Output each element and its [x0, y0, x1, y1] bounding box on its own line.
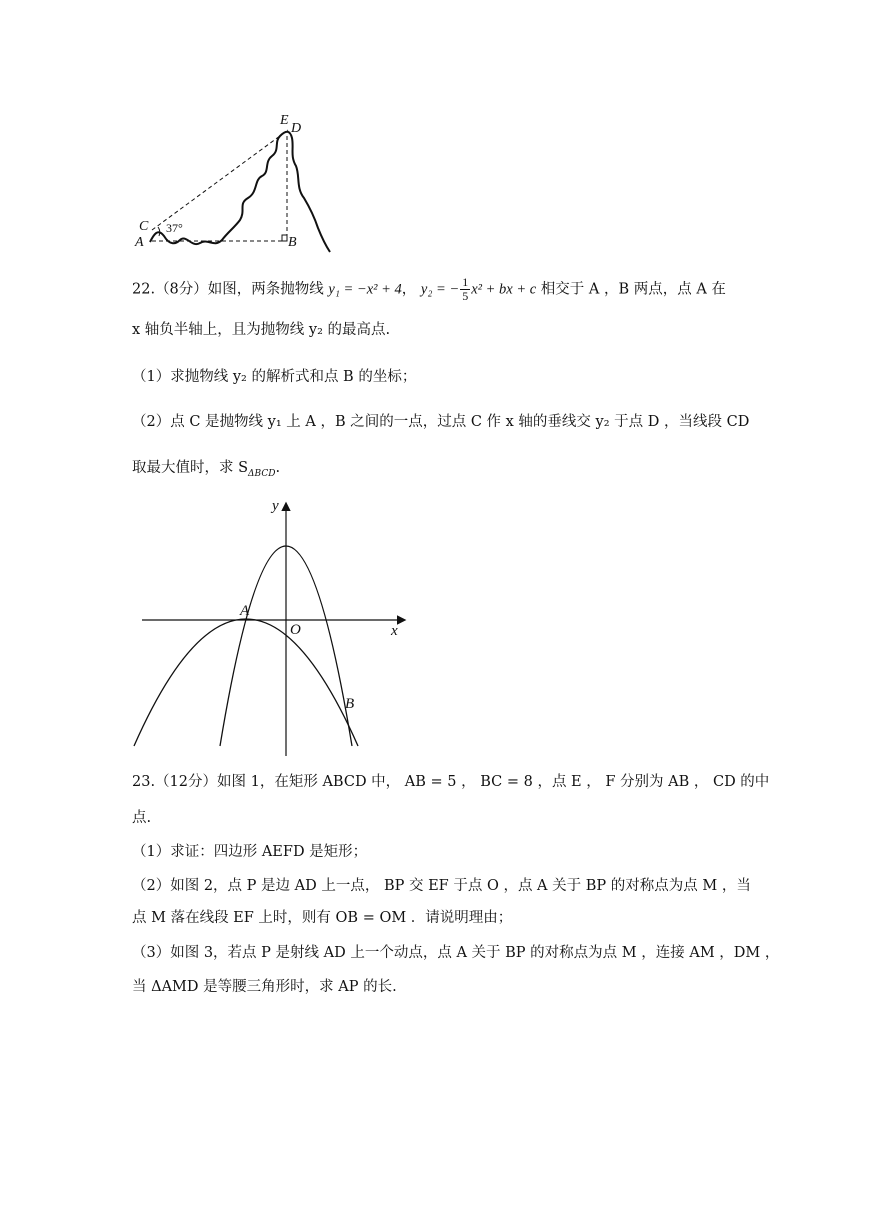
separator: ， [401, 281, 417, 298]
q23-line2: 点. [132, 810, 152, 826]
q22-intro-tail: 相交于 A ，B 两点，点 A 在 [540, 281, 726, 298]
q23-part3-b: 当 ΔAMD 是等腰三角形时，求 AP 的长. [132, 979, 397, 995]
area-subscript: ΔBCD [248, 468, 276, 479]
angle-label: 37° [166, 221, 183, 235]
q22-intro: 如图，两条抛物线 [207, 281, 324, 298]
q22-line1 [132, 276, 726, 303]
q22-number: 22. [132, 281, 156, 298]
parabola-figure [132, 496, 422, 758]
label-d: D [291, 121, 302, 136]
parabola-y2 [134, 619, 358, 746]
y2-equation-lhs: y₂ = − [420, 281, 460, 298]
right-angle-mark [282, 235, 287, 241]
q23-line1: 23.（12分）如图 1，在矩形 ABCD 中， AB = 5 ， BC = 8 ，点 E ， F 分别为 AB ， CD 的中 [132, 774, 770, 790]
label-c: C [139, 219, 149, 234]
label-e: E [280, 113, 289, 128]
fraction-denominator: 5 [462, 289, 469, 303]
fraction [460, 276, 470, 303]
axis-label-y: y [272, 498, 279, 514]
q22-line2: x 轴负半轴上，且为抛物线 y₂ 的最高点. [132, 322, 391, 338]
label-a: A [135, 235, 144, 250]
q22-part1: （1）求抛物线 y₂ 的解析式和点 B 的坐标； [132, 369, 417, 385]
q22-part2-b [132, 458, 280, 484]
mountain-figure [130, 110, 340, 258]
q22-part2-a: （2）点 C 是抛物线 y₁ 上 A ，B 之间的一点，过点 C 作 x 轴的垂线交 y₂ 于点 D ，当线段 CD [132, 414, 750, 430]
q23-part2-b: 点 M 落在线段 EF 上时，则有 OB = OM ．请说明理由； [132, 910, 513, 926]
q23-part2-a: （2）如图 2，点 P 是边 AD 上一点， BP 交 EF 于点 O ，点 A 关于 BP 的对称点为点 M ，当 [132, 878, 751, 894]
label-b: B [288, 235, 297, 250]
origin-label: O [290, 622, 301, 638]
q22-part2-end: . [275, 460, 281, 476]
fraction-numerator: 1 [462, 275, 469, 289]
dashed-line-ce [152, 130, 288, 230]
axis-label-x: x [391, 623, 398, 639]
point-label-a: A [240, 603, 250, 619]
y1-equation: y₁ = −x² + 4 [328, 281, 402, 298]
q23-part1: （1）求证：四边形 AEFD 是矩形； [132, 844, 368, 860]
q22-score: （8分） [155, 281, 208, 298]
point-label-b: B [345, 696, 355, 712]
q22-part2-b-text: 取最大值时，求 S [132, 460, 249, 476]
q23-part3-a: （3）如图 3，若点 P 是射线 AD 上一个动点，点 A 关于 BP 的对称点为点 M ，连接 AM ，DM ， [132, 945, 780, 961]
y2-equation-rhs: x² + bx + c [471, 281, 537, 298]
